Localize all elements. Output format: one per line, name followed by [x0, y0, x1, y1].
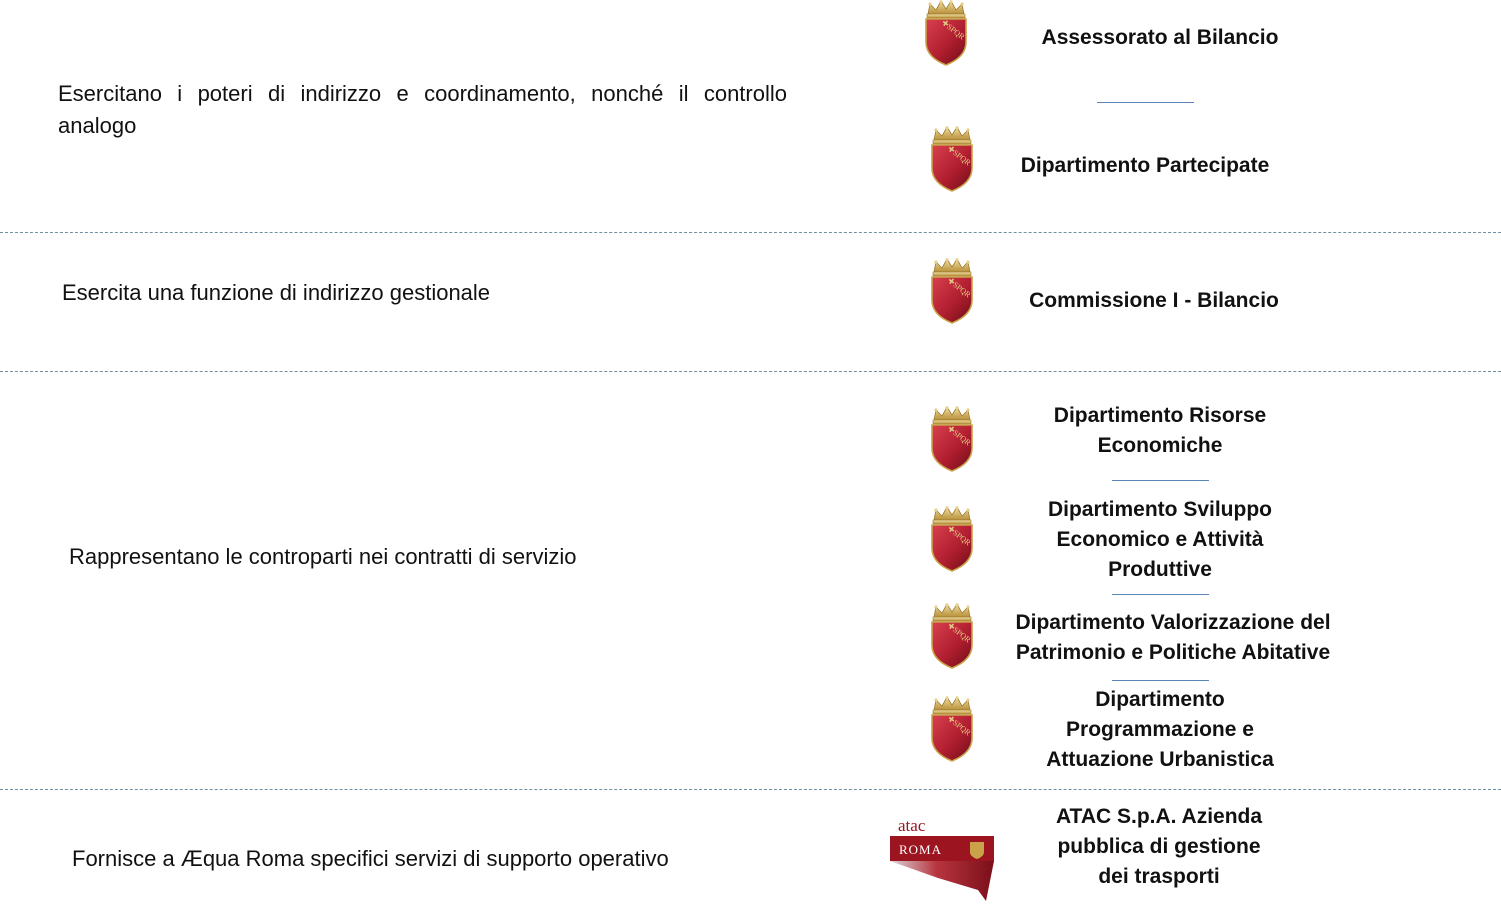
row-separator-2 — [0, 371, 1501, 372]
entity-divider — [1112, 594, 1209, 595]
entity-risorse-economiche: Dipartimento Risorse Economiche — [1053, 404, 1267, 457]
entity-atac-spa: ATAC S.p.A. Azienda pubblica di gestione dei trasporti — [1055, 805, 1263, 888]
atac-roma-logo — [890, 812, 996, 902]
entity-dipartimento-partecipate: Dipartimento Partecipate — [1020, 154, 1270, 177]
row-separator-1 — [0, 232, 1501, 233]
roma-crest-icon — [926, 603, 978, 669]
svg-text:atac: atac — [898, 816, 926, 835]
roma-crest-icon — [926, 258, 978, 324]
row-4-description: Fornisce a Æqua Roma specifici servizi di supporto operativo — [72, 846, 669, 871]
entity-assessorato-bilancio: Assessorato al Bilancio — [1041, 26, 1279, 49]
entity-valorizzazione-patrimonio: Dipartimento Valorizzazione del Patrimonio e Politiche Abitative — [1015, 611, 1331, 664]
roma-crest-icon — [926, 406, 978, 472]
entity-sviluppo-economico: Dipartimento Sviluppo Economico e Attività Produttive — [1047, 498, 1272, 581]
entity-divider — [1112, 680, 1209, 681]
row-3-description: Rappresentano le controparti nei contratti di servizio — [69, 544, 577, 569]
entity-divider — [1097, 102, 1194, 103]
svg-text:ROMA: ROMA — [899, 842, 943, 857]
row-2-description: Esercita una funzione di indirizzo gestionale — [62, 280, 491, 305]
entity-commissione-bilancio: Commissione I - Bilancio — [1029, 289, 1279, 312]
roma-crest-icon — [920, 0, 972, 66]
entity-programmazione-urbanistica: Dipartimento Programmazione e Attuazione Urbanistica — [1046, 688, 1274, 771]
row-separator-3 — [0, 789, 1501, 790]
entity-divider — [1112, 480, 1209, 481]
roma-crest-icon — [926, 126, 978, 192]
roma-crest-icon — [926, 696, 978, 762]
row-1-description: Esercitano i poteri di indirizzo e coordinamento, nonché il controllo analogo — [58, 81, 787, 138]
roma-crest-icon — [926, 506, 978, 572]
